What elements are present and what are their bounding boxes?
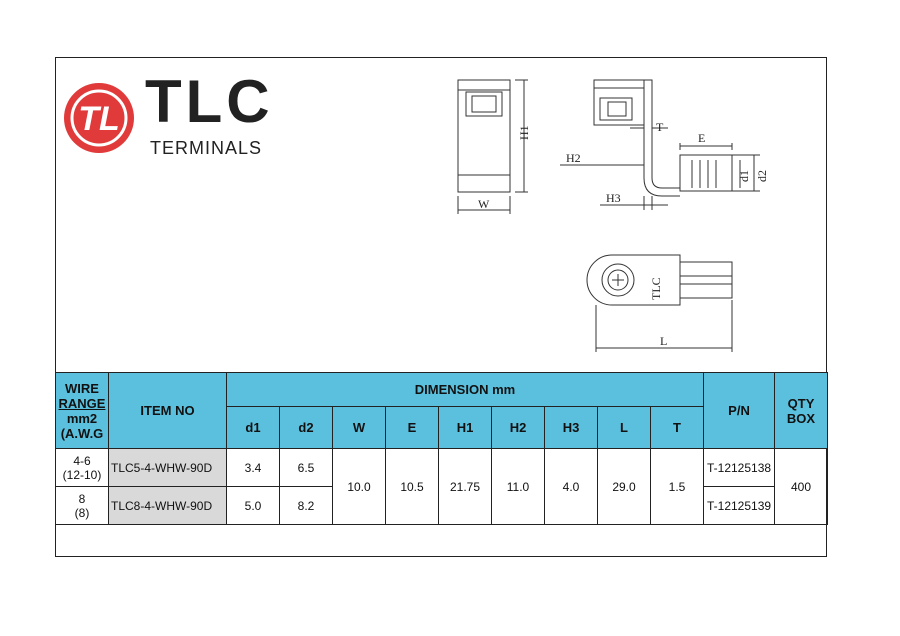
qty-cell: 400	[775, 449, 828, 525]
label-stamp: TLC	[649, 277, 663, 300]
d1-cell: 3.4	[227, 449, 280, 487]
header-item-no: ITEM NO	[109, 373, 227, 449]
header-wire-range: WIRE RANGE mm2 (A.W.G	[56, 373, 109, 449]
h2-cell: 11.0	[492, 449, 545, 525]
e-cell: 10.5	[386, 449, 439, 525]
col-h2: H2	[492, 407, 545, 449]
col-e: E	[386, 407, 439, 449]
header-dimension: DIMENSION mm	[227, 373, 704, 407]
d1-cell: 5.0	[227, 487, 280, 525]
label-h2: H2	[566, 151, 581, 165]
col-d1: d1	[227, 407, 280, 449]
col-w: W	[333, 407, 386, 449]
label-h1: H1	[517, 125, 531, 140]
d2-cell: 8.2	[280, 487, 333, 525]
technical-drawing	[440, 70, 780, 360]
wire-range-cell: 4-6 (12-10)	[56, 449, 109, 487]
label-t: T	[656, 120, 664, 134]
t-cell: 1.5	[651, 449, 704, 525]
col-l: L	[598, 407, 651, 449]
table-row	[56, 449, 828, 487]
pn-cell: T-12125138	[704, 449, 775, 487]
l-cell: 29.0	[598, 449, 651, 525]
h1-cell: 21.75	[439, 449, 492, 525]
logo-monogram: TL	[78, 100, 120, 138]
label-d2: d2	[755, 170, 769, 182]
h3-cell: 4.0	[545, 449, 598, 525]
header-pn: P/N	[704, 373, 775, 449]
w-cell: 10.0	[333, 449, 386, 525]
label-l: L	[660, 334, 668, 348]
d2-cell: 6.5	[280, 449, 333, 487]
wire-range-cell: 8 (8)	[56, 487, 109, 525]
label-e: E	[698, 131, 706, 145]
item-no-cell: TLC8-4-WHW-90D	[109, 487, 227, 525]
col-h1: H1	[439, 407, 492, 449]
label-h3: H3	[606, 191, 621, 205]
label-d1: d1	[737, 170, 751, 182]
label-w: W	[478, 197, 490, 211]
col-h3: H3	[545, 407, 598, 449]
col-d2: d2	[280, 407, 333, 449]
col-t: T	[651, 407, 704, 449]
header-qty: QTY BOX	[775, 373, 828, 449]
brand-subtitle: TERMINALS	[150, 138, 263, 158]
pn-cell: T-12125139	[704, 487, 775, 525]
brand-name: TLC	[145, 68, 274, 135]
item-no-cell: TLC5-4-WHW-90D	[109, 449, 227, 487]
spec-table	[55, 372, 828, 525]
